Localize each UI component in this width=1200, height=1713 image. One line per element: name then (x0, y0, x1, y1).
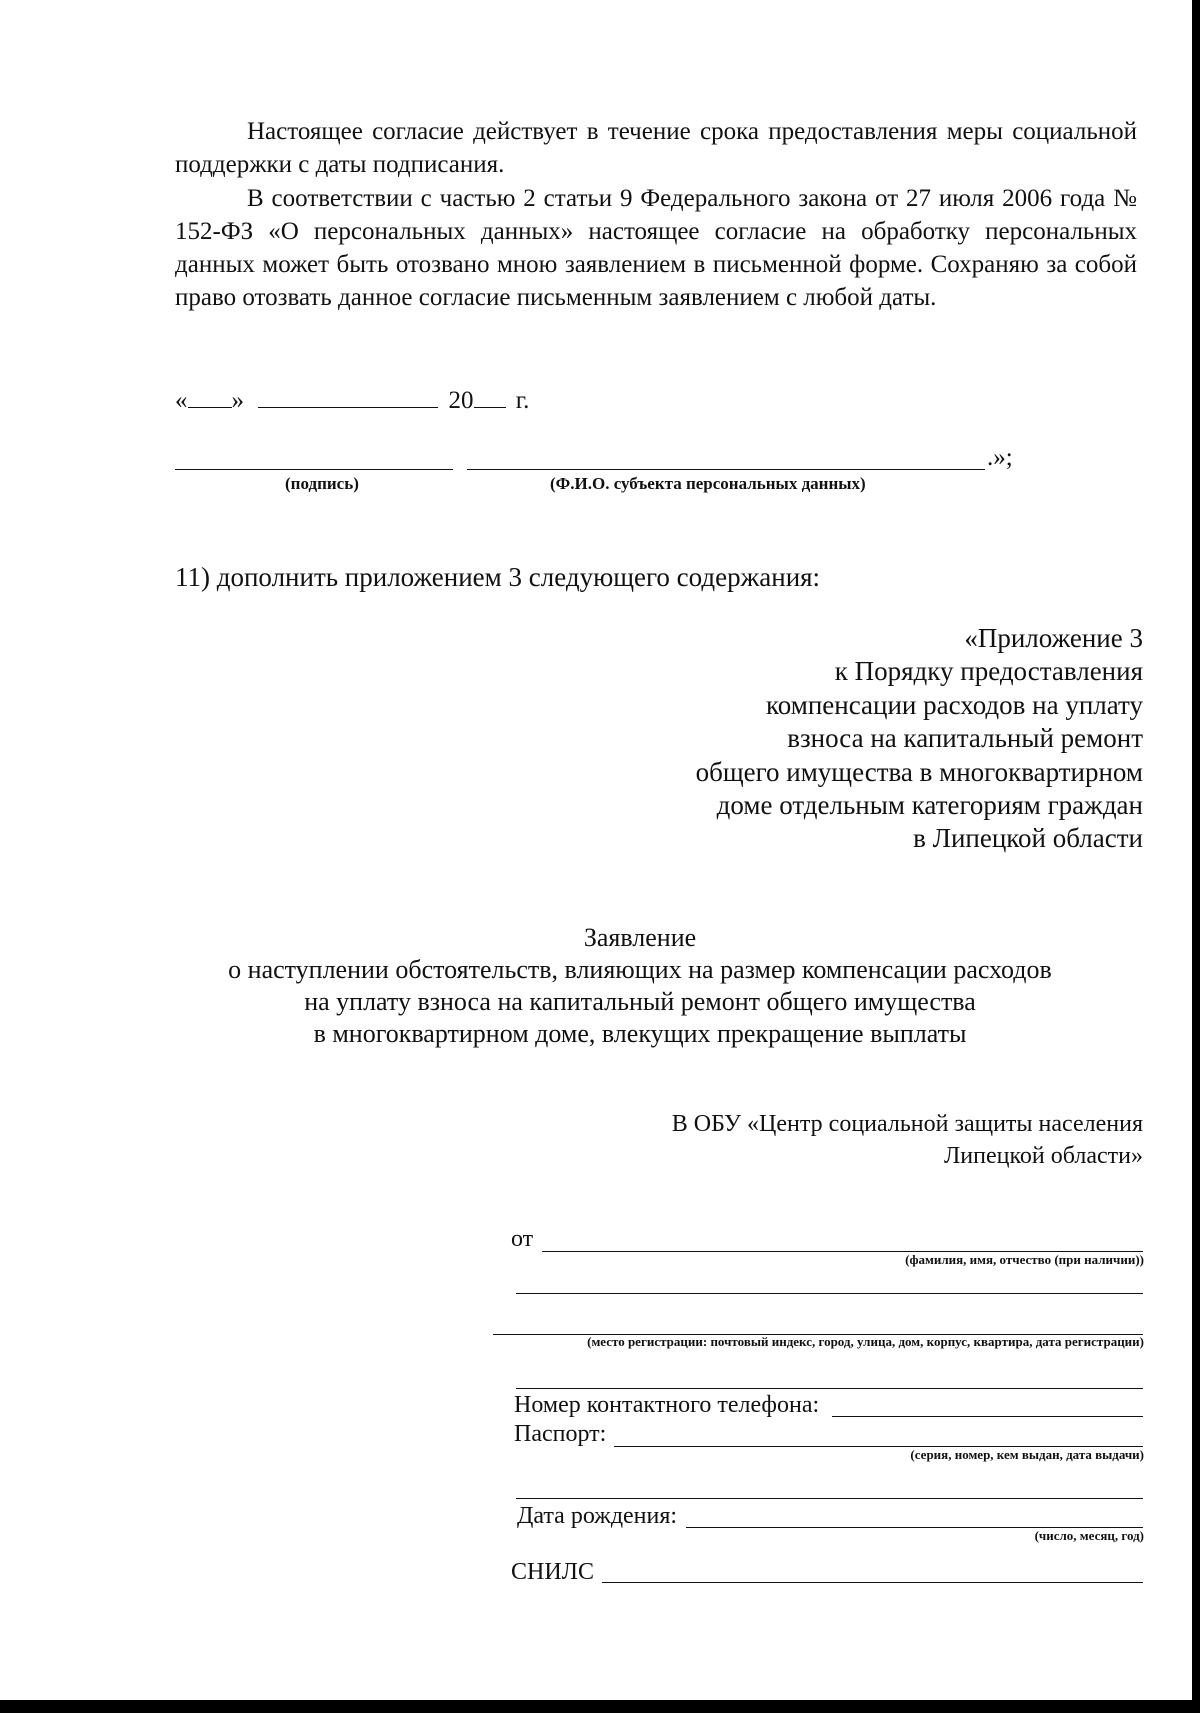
date-line: « » 20 г. (175, 387, 530, 414)
passport-caption: (серия, номер, кем выдан, дата выдачи) (910, 1447, 1144, 1462)
registration-caption: (место регистрации: почтовый индекс, город, улица, дом, корпус, квартира, дата регистрации) (587, 1334, 1144, 1349)
passport-label: Паспорт: (514, 1421, 607, 1447)
appendix-line: в Липецкой области (913, 823, 1143, 854)
subject-name-caption: (Ф.И.О. субъекта персональных данных) (550, 474, 866, 493)
from-caption: (фамилия, имя, отчество (при наличии)) (905, 1252, 1144, 1267)
appendix-line: к Порядку предоставления (834, 656, 1143, 687)
snils-line[interactable] (602, 1582, 1143, 1583)
addressee-line-2: Липецкой области» (944, 1143, 1143, 1169)
appendix-line: доме отдельным категориям граждан (716, 790, 1143, 821)
signature-ending: .»; (987, 444, 1013, 471)
signature-caption: (подпись) (285, 474, 359, 493)
consent-paragraph-2: В соответствии с частью 2 статьи 9 Федерального закона от 27 июля 2006 года № 152-ФЗ «О персональных данных» настоящее согласие на обработку персональных данных может быть отозвано мною заявлением в письменной форме. Сохраняю за собой право отозвать данное согласие письменным заявлением с любой даты. (175, 185, 1137, 311)
appendix-line: взноса на капитальный ремонт (787, 723, 1143, 754)
appendix-line: «Приложение 3 (964, 623, 1143, 653)
phone-label: Номер контактного телефона: (514, 1392, 820, 1418)
appendix-line: компенсации расходов на уплату (766, 689, 1143, 720)
consent-paragraph-1: Настоящее согласие действует в течение срока предоставления меры социальной поддержки с даты подписания. (175, 118, 1137, 178)
birth-date-label: Дата рождения: (517, 1503, 678, 1529)
snils-label: СНИЛС (511, 1559, 594, 1585)
registration-line-3[interactable] (516, 1388, 1143, 1389)
statement-heading: Заявление (583, 923, 697, 952)
from-label: от (511, 1226, 534, 1252)
item-11-text: 11) дополнить приложением 3 следующего содержания: (175, 562, 821, 592)
statement-subtitle-line: о наступлении обстоятельств, влияющих на размер компенсации расходов (228, 955, 1052, 984)
phone-line[interactable] (832, 1416, 1143, 1417)
appendix-line: общего имущества в многоквартирном (695, 756, 1143, 787)
registration-line-1[interactable] (516, 1293, 1143, 1294)
statement-subtitle-line: на уплату взноса на капитальный ремонт общего имущества (304, 987, 976, 1016)
statement-subtitle-line: в многоквартирном доме, влекущих прекращение выплаты (313, 1019, 967, 1048)
passport-line-2[interactable] (516, 1498, 1143, 1499)
birth-date-caption: (число, месяц, год) (1034, 1528, 1144, 1543)
addressee-line-1: В ОБУ «Центр социальной защиты населения (671, 1111, 1143, 1137)
